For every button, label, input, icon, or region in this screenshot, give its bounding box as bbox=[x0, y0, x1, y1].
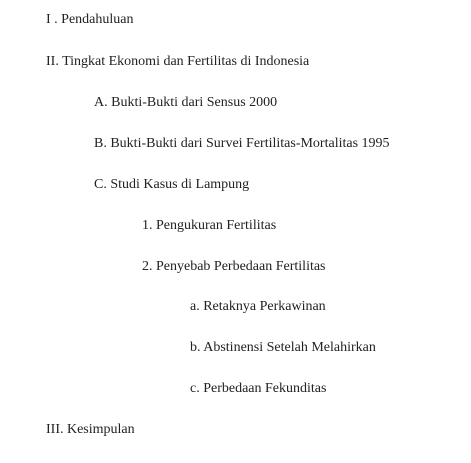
outline-item-survei-1995: B. Bukti-Bukti dari Survei Fertilitas-Mortalitas 1995 bbox=[94, 136, 390, 151]
outline-item-pendahuluan: I . Pendahuluan bbox=[46, 12, 134, 27]
outline-item-fekunditas: c. Perbedaan Fekunditas bbox=[190, 381, 327, 396]
outline-item-retaknya-perkawinan: a. Retaknya Perkawinan bbox=[190, 299, 326, 314]
outline-item-sensus-2000: A. Bukti-Bukti dari Sensus 2000 bbox=[94, 95, 278, 110]
outline-item-kesimpulan: III. Kesimpulan bbox=[46, 422, 135, 437]
outline-item-pengukuran-fertilitas: 1. Pengukuran Fertilitas bbox=[142, 218, 277, 233]
outline-item-studi-kasus: C. Studi Kasus di Lampung bbox=[94, 177, 250, 192]
outline-item-penyebab-perbedaan: 2. Penyebab Perbedaan Fertilitas bbox=[142, 259, 326, 274]
outline-item-abstinensi: b. Abstinensi Setelah Melahirkan bbox=[190, 340, 376, 355]
outline-item-tingkat-ekonomi: II. Tingkat Ekonomi dan Fertilitas di Indonesia bbox=[46, 54, 310, 69]
